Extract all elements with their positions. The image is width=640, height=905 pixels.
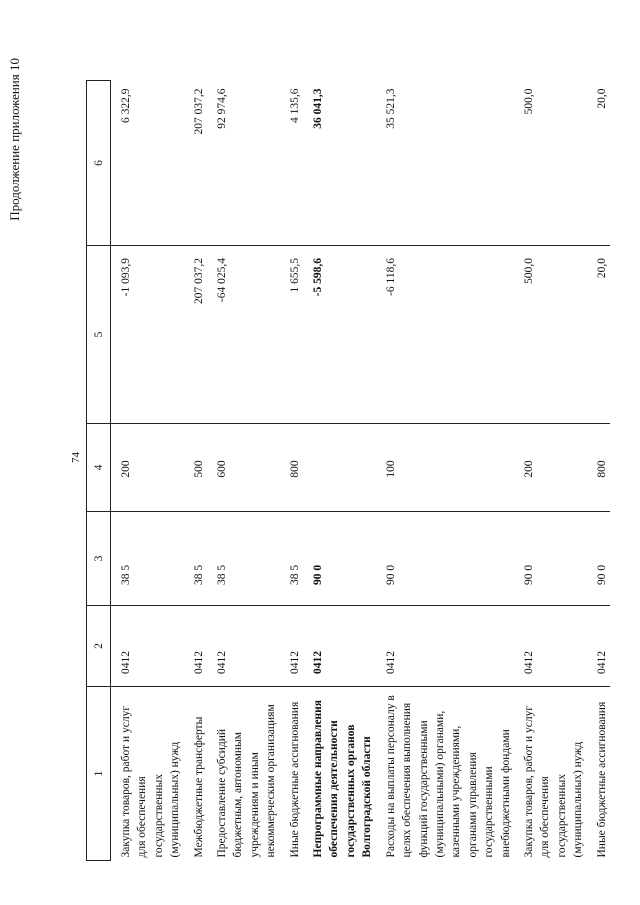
row-name-cell: Закупка товаров, работ и услуг для обеспечения государственных (муниципальных) нужд bbox=[120, 705, 182, 858]
section-code-cell: 0412 bbox=[587, 606, 610, 687]
section-code-cell: 0412 bbox=[111, 606, 184, 687]
row-name-cell: Иные бюджетные ассигнования bbox=[288, 701, 301, 858]
expense-type-cell: 500 bbox=[184, 424, 207, 512]
target-article-cell: 38 5 bbox=[280, 512, 303, 606]
column-header: 1 bbox=[87, 687, 111, 861]
change-amount-cell: 1 655,5 bbox=[280, 246, 303, 424]
row-name-cell: Расходы на выплаты персоналу в целях обеспечения выполнения функций государственными (муниципальными) органами, казенными учреждениями, органами управления государственными внебюджетными фондами bbox=[384, 695, 512, 858]
column-header: 6 bbox=[87, 81, 111, 246]
table-row bbox=[376, 81, 514, 861]
target-article-cell: 38 5 bbox=[184, 512, 207, 606]
table-row bbox=[587, 81, 610, 861]
column-header: 3 bbox=[87, 512, 111, 606]
target-article-cell: 38 5 bbox=[207, 512, 280, 606]
expense-type-cell: 800 bbox=[280, 424, 303, 512]
column-header: 4 bbox=[87, 424, 111, 512]
section-code-cell: 0412 bbox=[184, 606, 207, 687]
section-code-cell: 0412 bbox=[303, 606, 376, 687]
expense-type-cell: 600 bbox=[207, 424, 280, 512]
column-number-row bbox=[87, 81, 111, 861]
table-body bbox=[111, 81, 610, 861]
column-header: 5 bbox=[87, 246, 111, 424]
total-amount-cell: 20,0 bbox=[587, 81, 610, 246]
page-number: 74 bbox=[70, 452, 82, 463]
section-code-cell: 0412 bbox=[207, 606, 280, 687]
expense-type-cell: 200 bbox=[111, 424, 184, 512]
change-amount-cell: 207 037,2 bbox=[184, 246, 207, 424]
change-amount-cell: 20,0 bbox=[587, 246, 610, 424]
table-row bbox=[303, 81, 376, 861]
target-article-cell: 38 5 bbox=[111, 512, 184, 606]
total-amount-cell: 92 974,6 bbox=[207, 81, 280, 246]
table-row bbox=[280, 81, 303, 861]
target-article-cell: 90 0 bbox=[587, 512, 610, 606]
total-amount-cell: 207 037,2 bbox=[184, 81, 207, 246]
section-code-cell: 0412 bbox=[514, 606, 587, 687]
change-amount-cell: -6 118,6 bbox=[376, 246, 514, 424]
table-row bbox=[207, 81, 280, 861]
total-amount-cell: 35 521,3 bbox=[376, 81, 514, 246]
expense-type-cell: 200 bbox=[514, 424, 587, 512]
row-name-cell: Предоставление субсидий бюджетным, автономным учреждениям и иным некоммерческим организациям bbox=[216, 704, 278, 858]
target-article-cell: 90 0 bbox=[376, 512, 514, 606]
row-name-cell: Иные бюджетные ассигнования bbox=[595, 701, 608, 858]
budget-table bbox=[86, 80, 610, 861]
row-name-cell: Непрограммные направления обеспечения деятельности государственных органов Волгоградской области bbox=[312, 699, 374, 858]
row-name-cell: Закупка товаров, работ и услуг для обеспечения государственных (муниципальных) нужд bbox=[522, 705, 585, 858]
table-row bbox=[514, 81, 587, 861]
change-amount-cell: 500,0 bbox=[514, 246, 587, 424]
table-row bbox=[111, 81, 184, 861]
expense-type-cell: 100 bbox=[376, 424, 514, 512]
appendix-continuation-note: Продолжение приложения 10 bbox=[7, 58, 22, 221]
target-article-cell: 90 0 bbox=[514, 512, 587, 606]
target-article-cell: 90 0 bbox=[303, 512, 376, 606]
change-amount-cell: -64 025,4 bbox=[207, 246, 280, 424]
total-amount-cell: 500,0 bbox=[514, 81, 587, 246]
total-amount-cell: 6 322,9 bbox=[111, 81, 184, 246]
column-header: 2 bbox=[87, 606, 111, 687]
change-amount-cell: -1 093,9 bbox=[111, 246, 184, 424]
total-amount-cell: 36 041,3 bbox=[303, 81, 376, 246]
total-amount-cell: 4 135,6 bbox=[280, 81, 303, 246]
expense-type-cell: 800 bbox=[587, 424, 610, 512]
expense-type-cell bbox=[303, 424, 376, 512]
section-code-cell: 0412 bbox=[376, 606, 514, 687]
row-name-cell: Межбюджетные трансферты bbox=[192, 716, 205, 858]
table-row bbox=[184, 81, 207, 861]
section-code-cell: 0412 bbox=[280, 606, 303, 687]
change-amount-cell: -5 598,6 bbox=[303, 246, 376, 424]
